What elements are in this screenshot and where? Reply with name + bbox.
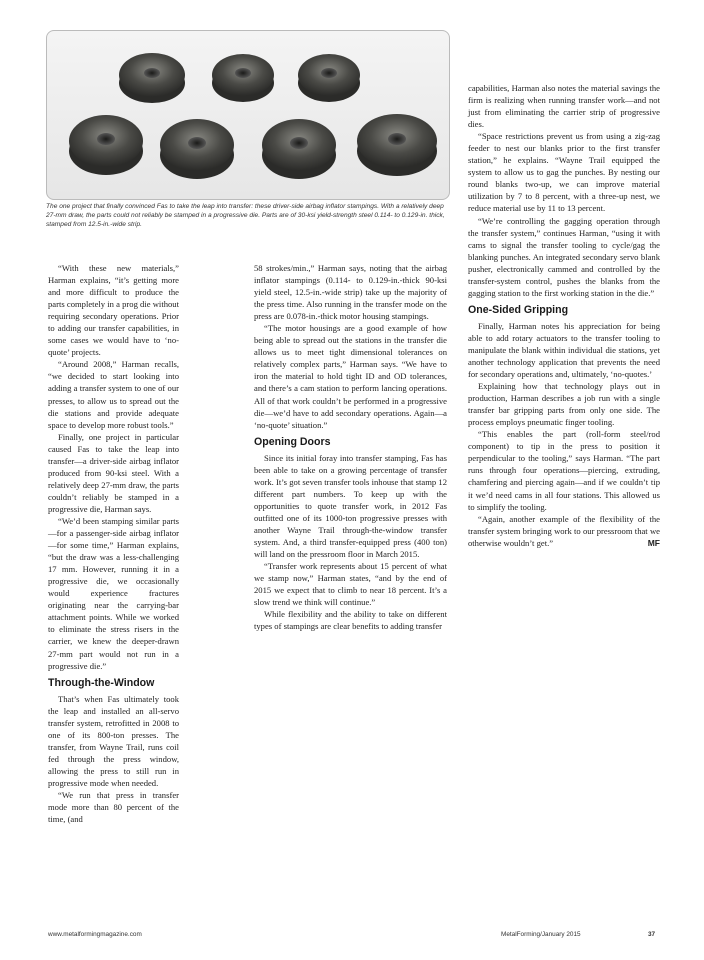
paragraph: Explaining how that technology plays out in production, Harman describes a job run with a single transfer bar gripping parts from only one side. The process employs pneumatic finger tooling.	[468, 381, 660, 428]
paragraph: “The motor housings are a good example of how being able to spread out the stations in the transfer die allows us to meet tight dimensional tolerances on relatively complex parts,” Harman says. “We have to iron the material to hold tight ID and OD tolerances, and there’s a cam station to perform lancing operations. All of that work couldn’t be performed in a progressive die—we’d have to add secondary operations. Again—a ‘no-quote’ situation.”	[254, 323, 447, 430]
paragraph: Finally, Harman notes his appreciation for being able to add rotary actuators to the transfer tooling to manipulate the blank within individual die stations, yet another technology application that prevents the need for secondary operations and, ultimately, ‘no-quotes.’	[468, 320, 660, 380]
stamping-bottom-center-left	[160, 119, 234, 179]
paragraph	[468, 513, 660, 549]
stamping-bottom-left	[69, 115, 143, 175]
stamping-top-right	[298, 54, 360, 102]
stamping-top-left	[119, 53, 185, 103]
paragraph: “With these new materials,” Harman explains, “it’s getting more and more difficult to produce the parts completely in a prog die without requiring secondary operations. Prior to adding our transfer capabilities, in some cases we would have to ‘no-quote’ projects.	[48, 263, 179, 358]
paragraph: “Around 2008,” Harman recalls, “we decided to start looking into adding a transfer system to one of our presses, to allow us to spread out the die stations and provide adequate space to develop more robust tools.”	[48, 359, 179, 430]
page-number: 37	[648, 931, 656, 938]
paragraph: “Transfer work represents about 15 percent of what we stamp now,” Harman states, “and by the end of 2015 we expect that to climb to near 18 percent. It’s a slow trend we think will continue.”	[254, 561, 447, 608]
paragraph: “We’re controlling the gagging operation through the transfer system,” continues Harman, “using it with cams to signal the transfer tooling to cycle/gag the blanking punches. An integrated secondary servo blank pusher, electronically cammed and controlled by the transfer-system control, pushes the blanks from the gagging station to the first working station in the die.”	[468, 215, 660, 298]
paragraph: 58 strokes/min.,” Harman says, noting that the airbag inflator stampings (0.114- to 0.129-in.-thick 90-ksi yield steel, 12.5-in.-wide strip) take up the majority of the press time. Also running in the transfer mode on the press are 0.078-in.-thick motor housing stampings.	[254, 263, 447, 322]
stamping-bottom-right	[357, 114, 437, 176]
section-heading-one-sided-gripping: One-Sided Gripping	[468, 303, 569, 316]
paragraph: “We run that press in transfer mode more than 80 percent of the time, (and	[48, 789, 179, 825]
article-column-3	[468, 82, 660, 549]
end-of-article-mark: MF	[647, 537, 660, 548]
article-column-2	[254, 262, 447, 632]
paragraph: Finally, one project in particular caused Fas to take the leap into transfer—a driver-side airbag inflator produced from 90-ksi steel. With a relatively deep 27-mm draw, the parts couldn’t reliably be stamped in a progressive die, Harman says.	[48, 431, 179, 514]
paragraph: While flexibility and the ability to take on different types of stampings are clear benefits to adding transfer	[254, 609, 447, 632]
paragraph: “We’d been stamping similar parts—for a passenger-side airbag inflator—for some time,” Harman explains, “but the draw was a less-challenging 17 mm. However, running it in a progressive die, we occasionally would experience fractures originating near the carrying-bar attachment points. While we worked to eliminate the stress risers in the carrier, we knew the deeper-drawn 27-mm part would not run in a progressive die.”	[48, 515, 179, 671]
photo-caption: The one project that finally convinced Fas to take the leap into transfer: these driver-side airbag inflator stampings. With a relatively deep 27-mm draw, the parts could not reliably be stamped in a progressive die. Parts are of 30-ksi yield-strength steel 0.114- to 0.129-in. thick, stamped from 12.5-in.-wide strip.	[46, 203, 445, 229]
paragraph: That’s when Fas ultimately took the leap and installed an all-servo transfer system, retrofitted in 2008 to one of its 800-ton presses. The transfer, from Wayne Trail, runs coil fed through the press window, allowing the press to still run in progressive mode when needed.	[48, 693, 179, 788]
airbag-inflator-photo	[46, 30, 450, 200]
footer-website: www.metalformingmagazine.com	[48, 931, 142, 938]
section-heading-through-the-window: Through-the-Window	[48, 676, 155, 689]
section-heading-opening-doors: Opening Doors	[254, 435, 331, 448]
stamping-top-middle	[212, 54, 274, 102]
paragraph: capabilities, Harman also notes the material savings the firm is realizing when running transfer work—and not just from eliminating the carrier strip of progressive dies.	[468, 83, 660, 130]
paragraph: “Space restrictions prevent us from using a zig-zag feeder to nest our blanks prior to the first transfer station,” he explains. “Wayne Trail equipped the system to allow us to gag the punches. By nesting our round blanks two-up, we can improve material utilization by 7 to 8 percent, with a three-up nest, we reduce material use by 11 to 13 percent.	[468, 131, 660, 214]
paragraph: “This enables the part (roll-form steel/rod component) to tip in the press to position it perpendicular to the tooling,” says Harman. “The part runs through four operations—piercing, extruding, chamfering and piercing again—and if we couldn’t tip it we’d need cams in all four stations. This allowed us to simplify the tooling.	[468, 429, 660, 512]
paragraph: Since its initial foray into transfer stamping, Fas has been able to take on a growing percentage of transfer work. It’s got seven transfer tools inhouse that stamp 12 different part numbers. To keep up with the opportunities to quote transfer work, in 2012 Fas outfitted one of its 1000-ton progressive presses with another Wayne Trail through-the-window transfer system. And, a third transfer-equipped press (400 ton) will land on the pressroom floor in March 2015.	[254, 452, 447, 560]
article-column-1	[48, 262, 179, 825]
stamping-bottom-center-right	[262, 119, 336, 179]
paragraph-text: “Again, another example of the flexibility of the transfer system bringing work to our pressroom that we otherwise wouldn’t get.”	[468, 513, 660, 548]
footer-publication-date: MetalForming/January 2015	[501, 931, 581, 938]
